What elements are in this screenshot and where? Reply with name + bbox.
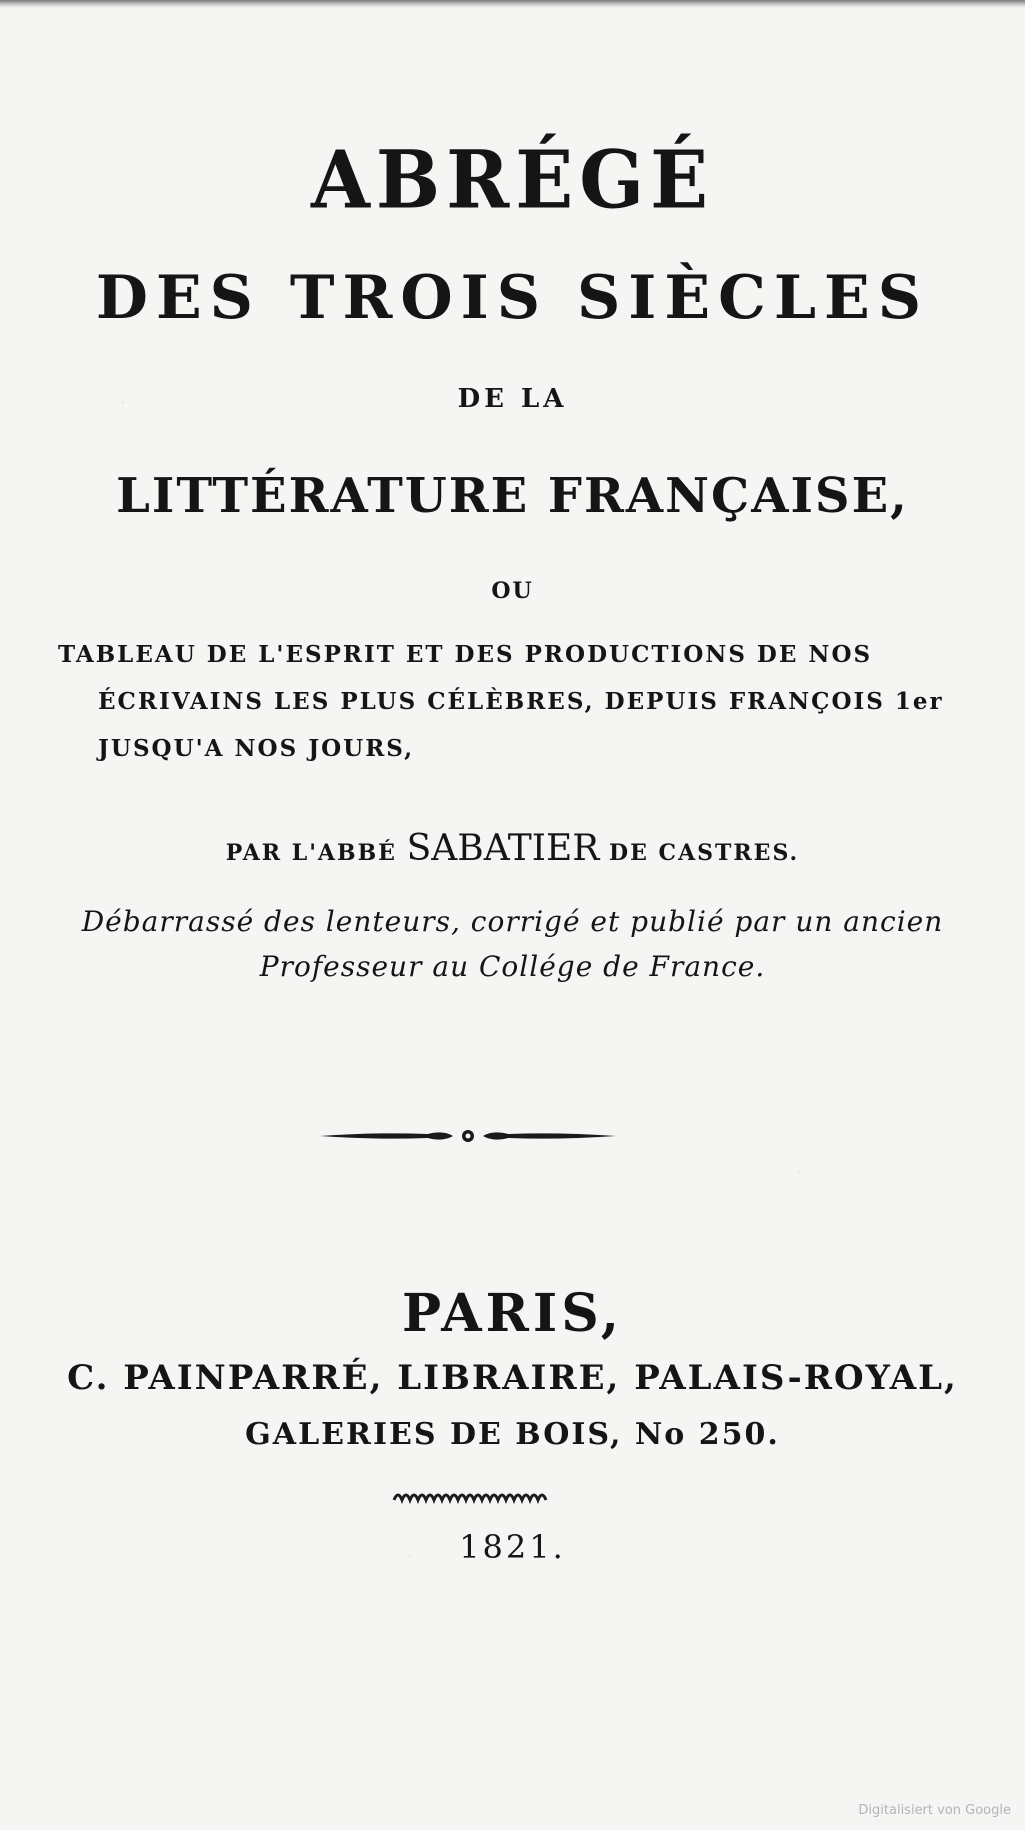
subtitle-ou: OU: [491, 578, 534, 604]
note-line-2: Professeur au Collége de France.: [259, 950, 766, 983]
imprint-city: PARIS,: [401, 1283, 623, 1344]
note-line-1: Débarrassé des lenteurs, corrigé et publié par un ancien: [81, 905, 944, 938]
imprint-publisher: C. PAINPARRÉ, LIBRAIRE, PALAIS-ROYAL,: [67, 1358, 958, 1398]
page-top-edge: [0, 0, 1025, 8]
title-line-3: DE LA: [457, 384, 568, 414]
title-line-2: DES TROIS SIÈCLES: [95, 263, 930, 333]
author-prefix: PAR L'ABBÉ: [225, 840, 407, 866]
subtitle-line-1: TABLEAU DE L'ESPRIT ET DES PRODUCTIONS DE NOS: [58, 641, 873, 668]
author-name: SABATIER: [406, 828, 600, 869]
printer-ornament: [318, 1124, 618, 1148]
title-line-1: ABRÉGÉ: [310, 132, 715, 227]
wavy-rule-ornament: [392, 1486, 552, 1506]
digitization-watermark: Digitalisiert von Google: [858, 1803, 1011, 1818]
subtitle-line-3: JUSQU'A NOS JOURS,: [98, 735, 415, 762]
title-line-4: LITTÉRATURE FRANÇAISE,: [116, 468, 909, 524]
imprint-year: 1821.: [459, 1528, 566, 1566]
author-line: [0, 828, 1025, 869]
subtitle-line-2: ÉCRIVAINS LES PLUS CÉLÈBRES, DEPUIS FRANÇOIS 1er: [98, 688, 944, 715]
author-suffix: DE CASTRES.: [599, 840, 800, 866]
imprint-address: GALERIES DE BOIS, No 250.: [245, 1417, 780, 1452]
